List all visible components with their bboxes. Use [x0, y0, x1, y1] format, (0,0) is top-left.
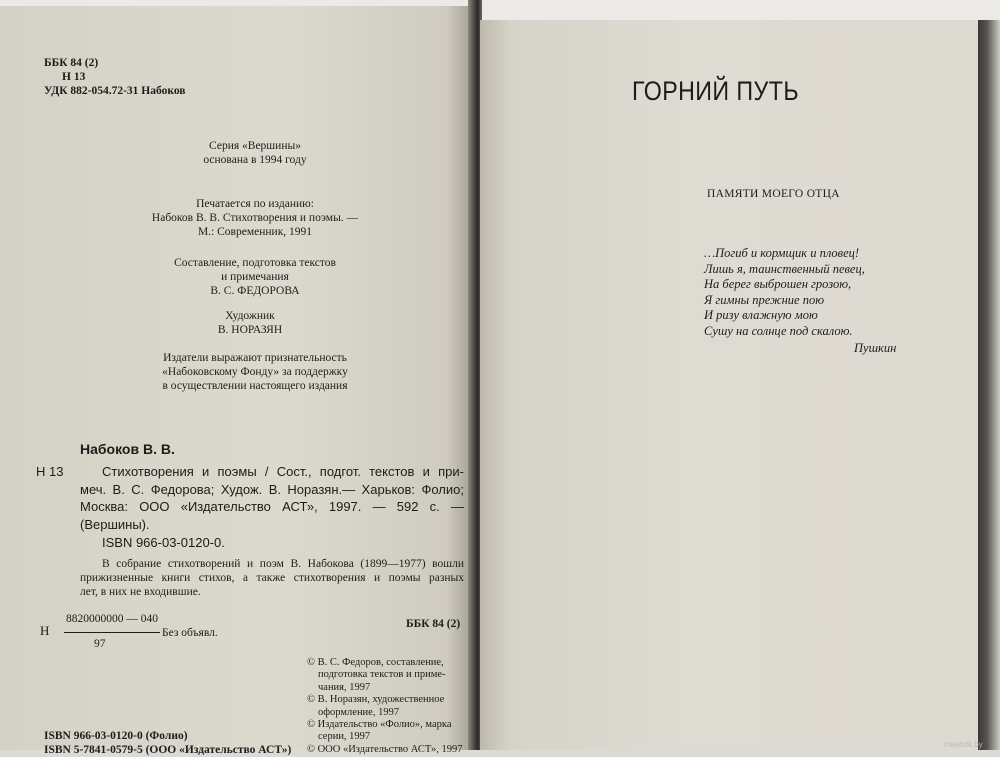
gratitude-line: в осуществлении настоящего издания [162, 380, 348, 392]
catalog-line: Стихотворения и поэмы / Сост., подгот. текстов и при- [102, 464, 464, 479]
copyright-entry: © Издательство «Фолио», марка серии, 1997 [307, 719, 452, 743]
epigraph-line: …Погиб и кормщик и пловец! [704, 246, 860, 260]
catalog-author: Набоков В. В. [80, 441, 175, 457]
annotation-line: лет, в них не входившие. [80, 586, 201, 598]
code-numerator: 8820000000 — 040 [66, 613, 158, 625]
epigraph-line: Сушу на солнце под скалою. [704, 323, 853, 338]
annotation-line: В собрание стихотворений и поэм В. Набокова (1899—1977) вошли [102, 558, 464, 570]
epigraph-line: Лишь я, таинственный певец, [704, 261, 865, 276]
isbn-ast: ISBN 5-7841-0579-5 (ООО «Издательство АСТ») [44, 744, 292, 756]
code-bbk: ББК 84 (2) [406, 618, 461, 630]
compiler-line: Составление, подготовка текстов [174, 257, 336, 269]
artist-block [130, 309, 370, 337]
catalog-line: (Вершины). [80, 516, 150, 532]
edition-line: Печатается по изданию: [196, 198, 314, 210]
annotation-line: прижизненные книги стихов, а также стихотворения и поэмы разных [80, 572, 464, 584]
catalog-line: меч. В. С. Федорова; Худож. В. Норазян.— Харьков: Фолио; [80, 481, 464, 497]
copyright-entry: © ООО «Издательство АСТ», 1997 [307, 743, 463, 755]
section-title: ГОРНИЙ ПУТЬ [632, 76, 800, 106]
catalog-isbn: ISBN 966-03-0120-0. [102, 535, 225, 550]
edition-line: М.: Современник, 1991 [197, 226, 313, 238]
catalog-index: Н 13 [36, 464, 64, 479]
watermark: meshok.by [944, 740, 983, 749]
series-line: Серия «Вершины» [209, 140, 301, 152]
dedication: ПАМЯТИ МОЕГО ОТЦА [707, 188, 840, 200]
copyright-entry: © В. Норазян, художественное оформление, 1997 [307, 694, 445, 718]
annotation [80, 557, 464, 599]
gratitude-line: «Набоковскому Фонду» за поддержку [162, 366, 348, 378]
compiler-line: В. С. ФЕДОРОВА [210, 285, 300, 297]
artist-line: В. НОРАЗЯН [217, 324, 283, 336]
book-edge [978, 20, 1000, 750]
code-note: Без объявл. [162, 627, 218, 639]
isbn-folio: ISBN 966-03-0120-0 (Фолио) [44, 730, 188, 742]
compiler-block [120, 256, 390, 298]
gratitude-line: Издатели выражают признательность [163, 352, 347, 364]
author-index: Н 13 [62, 71, 86, 83]
compiler-line: и примечания [221, 271, 289, 283]
series-line: основана в 1994 году [203, 154, 307, 166]
udk-code: УДК 882-054.72-31 Набоков [44, 85, 186, 97]
copyright-block [307, 657, 463, 756]
gratitude-block [110, 351, 400, 393]
left-page [0, 6, 470, 756]
code-letter: Н [40, 623, 50, 638]
edition-source [120, 197, 390, 239]
epigraph-line: И ризу влажную мою [704, 308, 818, 322]
right-page [480, 20, 980, 750]
epigraph-line: Я гимны прежние пою [704, 292, 825, 307]
artist-line: Художник [225, 310, 275, 322]
catalog-description [80, 463, 464, 533]
edition-line: Набоков В. В. Стихотворения и поэмы. — [151, 212, 359, 224]
epigraph [704, 246, 865, 339]
epigraph-line: На берег выброшен грозою, [704, 277, 852, 291]
copyright-entry: © В. С. Федоров, составление, подготовка текстов и приме- чания, 1997 [307, 657, 446, 693]
series-block [130, 139, 380, 167]
bbk-code: ББК 84 (2) [44, 57, 99, 69]
code-fraction [64, 612, 160, 651]
epigraph-author: Пушкин [854, 341, 897, 355]
code-denominator: 97 [64, 632, 160, 651]
catalog-line: Москва: ООО «Издательство АСТ», 1997. — 592 с. — [80, 499, 464, 514]
